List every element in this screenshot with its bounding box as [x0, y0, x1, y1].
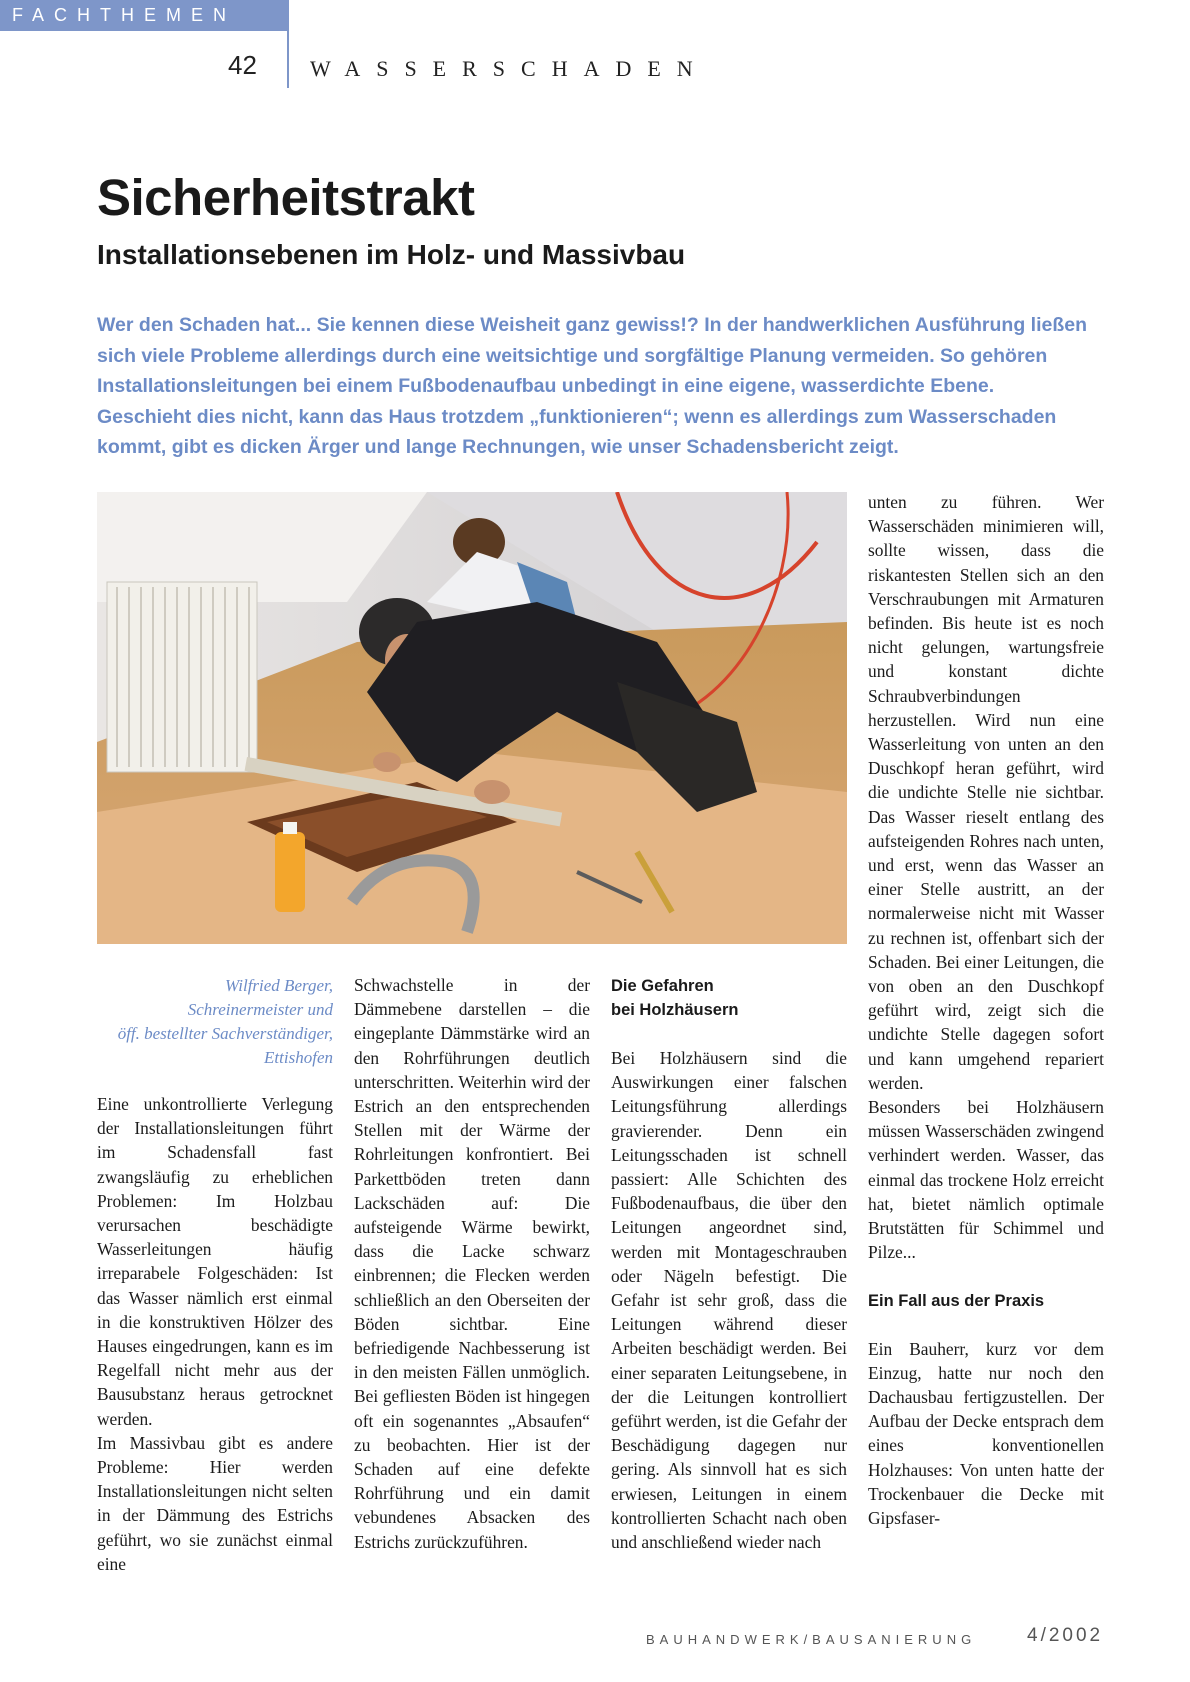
photo-illustration — [97, 492, 847, 944]
article-title: Sicherheitstrakt — [97, 169, 475, 226]
subheading: Die Gefahren — [611, 977, 714, 995]
body-paragraph: unten zu führen. Wer Wasserschäden minimieren will, sollte wissen, dass die riskantesten Stellen sich an den Verschraubungen mit Armaturen befinden. Bis heute ist es noch nicht gelungen, wartungsfreie und konstant dichte Schraubverbindungen herzustellen. Wird nun eine Wasserleitung von unten an den Duschkopf heran geführt, wird die undichte Stelle nie sichtbar. Das Wasser rieselt entlang des aufsteigenden Rohres nach unten, und erst, wenn das Wasser an einer Stelle austritt, an der normalerweise nicht mit Wasser zu rechnen ist, offenbart sich der Schaden. Bei einer Leitungen, die von oben an den Duschkopf geführt wird, zeigt sich die undichte Stelle dagegen sofort und kann umgehend repariert werden. — [868, 492, 1104, 1093]
author-place: Ettishofen — [264, 1048, 333, 1067]
ressort-label: FACHTHEMEN — [0, 0, 287, 31]
body-paragraph: Bei Holzhäusern sind die Auswirkungen einer falschen Leitungsführung allerdings gravierender. Denn ein Leitungsschaden ist schnell passiert: Alle Schichten des Fußbodenaufbaus, die über den Leitungen angeordnet sind, werden mit Montageschrauben oder Nägeln befestigt. Die Gefahr ist sehr groß, dass die Leitungen während dieser Arbeiten beschädigt werden. Bei einer separaten Leitungsebene, in der die Leitungen kontrolliert geführt werden, ist die Gefahr der Beschädigung dagegen nur gering. Als sinnvoll hat es sich erwiesen, Leitungen in einem kontrollierten Schacht nach oben und anschließend wieder nach — [611, 1048, 847, 1553]
text-column-2 — [354, 973, 590, 1554]
article-photo — [97, 492, 847, 944]
text-column-4 — [868, 490, 1104, 1530]
body-paragraph: Eine unkontrollierte Verlegung der Installationsleitungen führt im Schadensfall fast zwangsläufig zu erheblichen Problemen: Im Holzbau verursachen beschädigte Wasserleitungen häufig irreparabele Folgeschäden: Ist das Wasser nämlich erst einmal in die konstruktiven Hölzer des Hauses eingedrungen, kann es im Regelfall nicht mehr aus der Bausubstanz heraus getrocknet werden. — [97, 1094, 333, 1429]
subheading: Ein Fall aus der Praxis — [868, 1291, 1045, 1310]
header-divider — [287, 0, 289, 88]
author-name: Wilfried Berger, — [225, 976, 333, 995]
author-title: öff. bestellter Sachverständiger, — [117, 1024, 333, 1043]
subheading: bei Holzhäusern — [611, 1001, 739, 1019]
body-paragraph: Schwachstelle in der Dämmebene darstellen – die eingeplante Dämmstärke wird an den Rohrführungen deutlich unterschritten. Weiterhin wird der Estrich an den entsprechenden Stellen mit der Wärme der Rohrleitungen konfrontiert. Bei Parkettböden treten dann Lackschäden auf: Die aufsteigende Wärme bewirkt, dass die Lacke schwarz einbrennen; die Flecken werden schließlich an den Oberseiten der Böden sichtbar. Eine befriedigende Nachbesserung ist in den meisten Fällen unmöglich. Bei gefliesten Böden ist hingegen oft ein sogenanntes „Absaufen“ zu beobachten. Hier ist der Schaden auf eine defekte Rohrführung und ein damit vebundenes Absacken des Estrichs zurückzuführen. — [354, 975, 590, 1552]
author-caption — [85, 974, 333, 1070]
radiator — [107, 582, 257, 772]
article-lead: Wer den Schaden hat... Sie kennen diese Weisheit ganz gewiss!? In der handwerklichen Ausführung ließen sich viele Probleme allerdings durch eine weitsichtige und sorgfältige Planung vermeiden. So gehören Installationsleitungen bei einem Fußbodenaufbau unbedingt in eine eigene, wasserdichte Ebene. Geschieht dies nicht, kann das Haus trotzdem „funktionieren“; wenn es allerdings zum Wasserschaden kommt, gibt es dicken Ärger und lange Rechnungen, wie unser Schadensbericht zeigt. — [97, 314, 1088, 458]
footer-issue: 4/2002 — [1027, 1625, 1104, 1646]
footer-publication: BAUHANDWERK/BAUSANIERUNG — [646, 1632, 977, 1647]
author-role: Schreinermeister und — [187, 1000, 333, 1019]
body-paragraph: Besonders bei Holzhäusern müssen Wasserschäden zwingend verhindert werden. Wasser, das einmal das trockene Holz erreicht hat, bietet nämlich optimale Brutstätten für Schimmel und Pilze... — [868, 1097, 1104, 1263]
text-column-1 — [97, 1092, 333, 1576]
page-number: 42 — [228, 50, 257, 80]
section-title: WASSERSCHADEN — [310, 56, 709, 81]
body-paragraph: Ein Bauherr, kurz vor dem Einzug, hatte nur noch den Dachausbau fertigzustellen. Der Aufbau der Decke entsprach dem eines konventionellen Holzhauses: Von unten hatte der Trockenbauer die Decke mit Gipsfaser- — [868, 1338, 1104, 1528]
article-subtitle: Installationsebenen im Holz- und Massivbau — [97, 239, 686, 270]
body-paragraph: Im Massivbau gibt es andere Probleme: Hier werden Installationsleitungen nicht selten in der Dämmung des Estrichs geführt, wo sie zunächst einmal eine — [97, 1432, 333, 1574]
text-column-3 — [611, 974, 847, 1554]
